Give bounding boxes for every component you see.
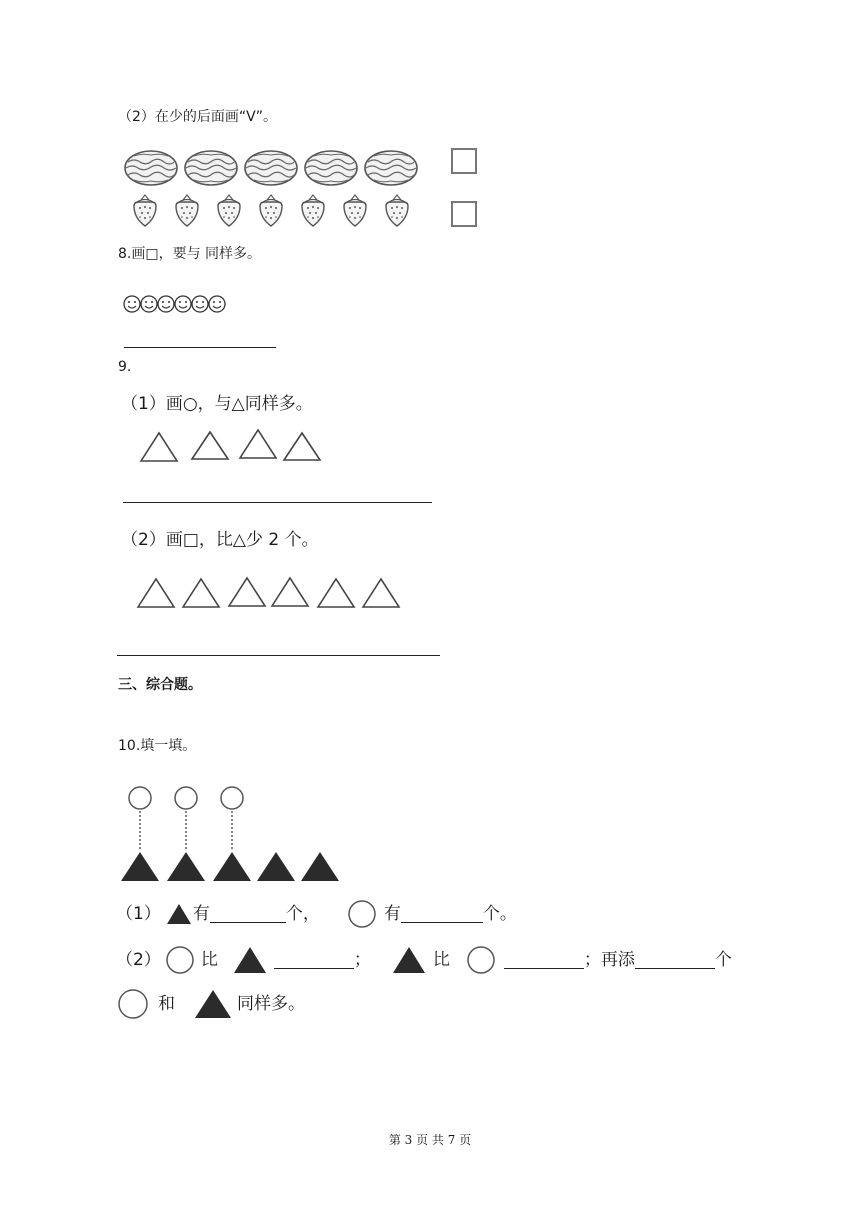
triangle-outline [192,432,228,459]
smiley-icon [209,296,225,312]
triangle-outline [272,578,308,606]
smiley-icon [175,296,191,312]
triangle-outline [284,433,320,460]
smiley-icon [158,296,174,312]
q10-title: 10.填一填。 [118,738,197,754]
section-title: 三、综合题。 [118,677,202,693]
watermelon [305,151,357,185]
solid-triangle [213,852,251,881]
watermelon [245,151,297,185]
watermelon [185,151,237,185]
q10-line1-you-a: 有 [192,904,210,924]
answer-box-strawberry[interactable] [451,201,477,227]
q10-line-1 [116,900,517,928]
watermelon [365,151,417,185]
q10-line3-same: 同样多。 [237,994,305,1014]
q10-blank-compare-triangle[interactable] [504,952,584,969]
q7-part2-instruction: （2）在少的后面画“V”。 [118,109,277,125]
q10-line-3 [116,988,305,1020]
answer-box-watermelon[interactable] [451,148,477,174]
q10-line1-you-b: 有 [383,904,401,924]
triangle-outline [229,578,265,606]
triangle-outline [183,579,219,607]
q10-line-2 [116,945,732,975]
strawberry [302,195,324,226]
q10-line2-ge: 个 [714,950,732,970]
q10-blank-triangles-count[interactable] [210,906,286,923]
solid-triangle [301,852,339,881]
circle-icon [163,945,197,975]
q10-line2-bi-b: 比 [432,950,450,970]
q10-line1-ge-b: 个。 [482,904,517,924]
q9-number: 9. [118,359,132,375]
q10-blank-compare-circle[interactable] [274,952,354,969]
circle-outline [129,787,151,809]
q10-figure [115,784,345,886]
circle-icon [344,899,380,929]
q9-part1-answer-line[interactable] [123,502,432,503]
strawberry [344,195,366,226]
strawberry [134,195,156,226]
triangle-outline [363,579,399,607]
q10-blank-add-count[interactable] [635,952,715,969]
solid-triangle [121,852,159,881]
solid-triangle-icon [391,945,427,975]
smiley-icon [141,296,157,312]
q10-line2-bi-a: 比 [200,950,218,970]
q9-part2-answer-line[interactable] [117,655,440,656]
solid-triangle-icon [232,945,268,975]
strawberry [218,195,240,226]
triangle-row-6 [136,575,406,611]
watermelon [125,151,177,185]
watermelon-row [122,146,422,190]
q10-blank-circles-count[interactable] [401,906,483,923]
triangle-outline [138,579,174,607]
triangle-outline [318,579,354,607]
q10-line2-add: ；再添 [583,950,635,970]
circle-icon [116,988,150,1020]
q10-line2-number: （2） [116,950,161,970]
circle-outline [175,787,197,809]
smiley-icon [124,296,140,312]
triangle-row-4 [138,428,328,466]
solid-triangle [257,852,295,881]
q10-line1-number: （1） [116,904,161,924]
q10-line2-semicolon: ； [353,950,371,970]
q8-answer-line[interactable] [124,347,276,348]
solid-triangle-icon [193,988,233,1020]
strawberry-row [125,192,415,232]
circle-icon [464,945,498,975]
triangle-outline [141,433,177,461]
solid-triangle-icon [165,902,193,926]
q10-line3-he: 和 [158,994,175,1014]
smiley-row [123,293,235,315]
solid-triangle [167,852,205,881]
q9-part2-instruction: （2）画□，比△少 2 个。 [121,530,319,550]
strawberry [176,195,198,226]
smiley-icon [192,296,208,312]
q9-part1-instruction: （1）画○，与△同样多。 [121,394,313,414]
q10-line1-ge-a: 个， [285,904,320,924]
strawberry [260,195,282,226]
page-footer: 第 3 页 共 7 页 [388,1133,472,1147]
q8-title: 8.画□，要与 同样多。 [118,246,262,262]
strawberry [386,195,408,226]
circle-outline [221,787,243,809]
triangle-outline [240,430,276,458]
